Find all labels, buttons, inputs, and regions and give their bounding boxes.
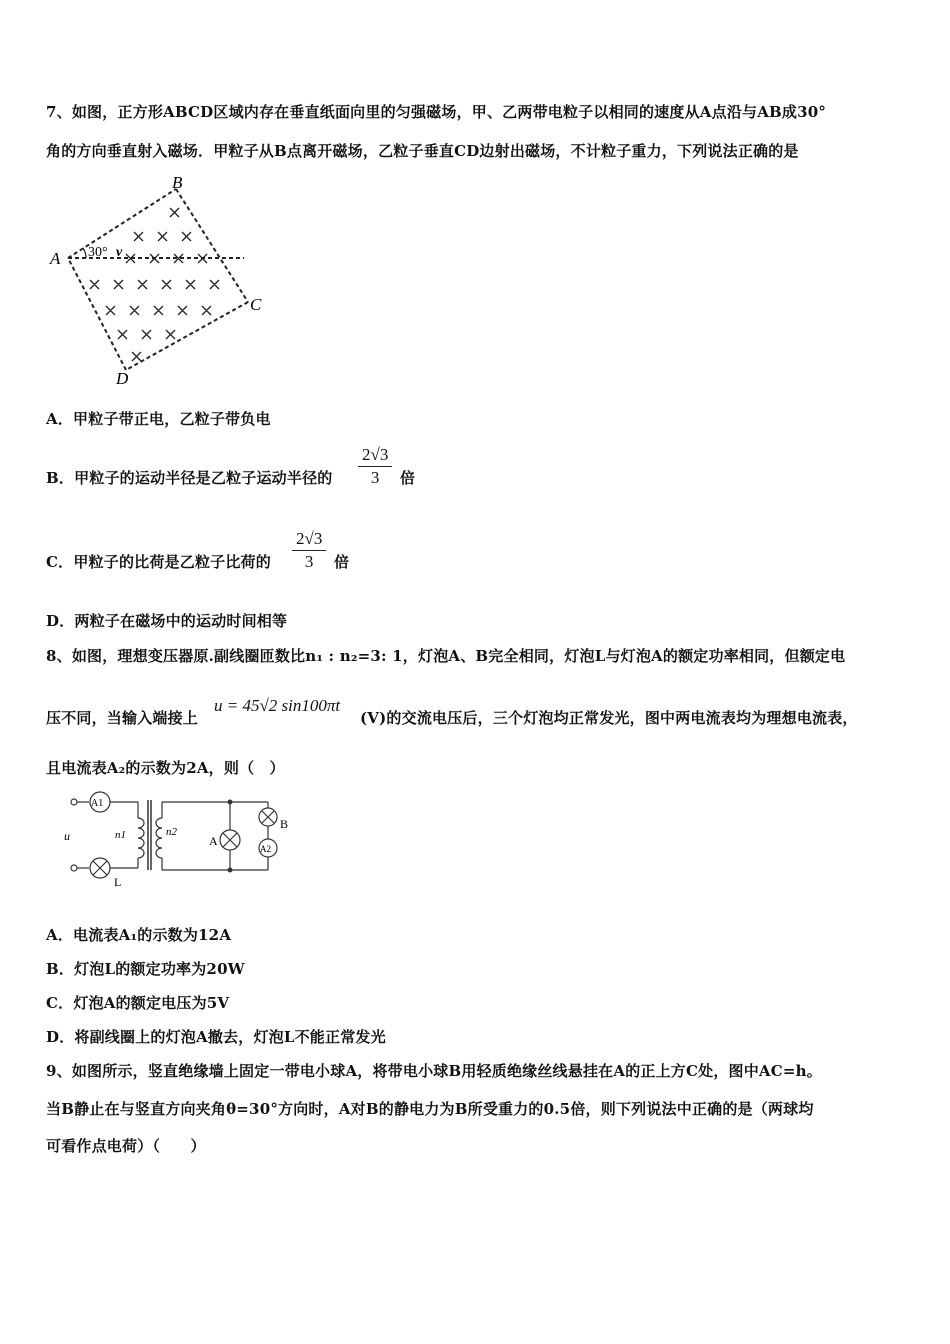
q7-option-b-suffix: 倍: [400, 469, 416, 487]
q7-option-c-text: C．甲粒子的比荷是乙粒子比荷的: [46, 553, 271, 571]
q7-option-a: A．甲粒子带正电，乙粒子带负电: [46, 410, 271, 428]
angle-label: 30°: [88, 245, 108, 260]
q7-option-b-fraction: [358, 444, 392, 489]
angle-arc: [83, 248, 86, 258]
junction-top: [228, 800, 233, 805]
q8-option-a: A．电流表A₁的示数为12A: [46, 926, 232, 944]
input-voltage-label: u: [64, 829, 70, 843]
q7-option-d: D．两粒子在磁场中的运动时间相等: [46, 612, 288, 630]
secondary-coil: [156, 818, 162, 858]
q7-option-c-fraction: [292, 528, 326, 573]
vertex-c-label: C: [250, 295, 262, 314]
q8-transformer-circuit: [60, 790, 310, 890]
q8-voltage-formula: u = 45√2 sin100πt: [214, 696, 341, 715]
primary-coil: [138, 818, 144, 858]
input-terminal-bottom: [71, 865, 77, 871]
q8-stem-line2-prefix: 压不同，当输入端接上: [46, 709, 199, 727]
fraction-numerator: 2√3: [358, 444, 392, 467]
q7-stem-line2: 角的方向垂直射入磁场．甲粒子从B点离开磁场，乙粒子垂直CD边射出磁场，不计粒子重力，下列说法正确的是: [46, 142, 799, 160]
lamp-a-label: A: [209, 834, 218, 848]
q7-option-b-text: B．甲粒子的运动半径是乙粒子运动半径的: [46, 469, 333, 487]
q9-stem-line1: 9、如图所示，竖直绝缘墙上固定一带电小球A，将带电小球B用轻质绝缘丝线悬挂在A的正上方C处，图中AC=h。: [46, 1062, 822, 1080]
fraction-numerator: 2√3: [292, 528, 326, 551]
q7-stem-line1: 7、如图，正方形ABCD区域内存在垂直纸面向里的匀强磁场，甲、乙两带电粒子以相同的速度从A点沿与AB成30°: [46, 103, 827, 121]
secondary-turns-label: n2: [166, 826, 177, 838]
q8-option-d: D．将副线圈上的灯泡A撤去，灯泡L不能正常发光: [46, 1028, 386, 1046]
q9-stem-line3: 可看作点电荷）（ ）: [46, 1137, 206, 1155]
q8-option-b: B．灯泡L的额定功率为20W: [46, 960, 245, 978]
fraction-denominator: 3: [304, 552, 314, 571]
lamp-l-label: L: [114, 875, 122, 889]
q8-stem-line2-suffix: (V)的交流电压后，三个灯泡均正常发光，图中两电流表均为理想电流表，: [360, 709, 858, 727]
ammeter-a2-label: A2: [260, 844, 271, 854]
primary-turns-label: n1: [115, 829, 126, 841]
vertex-d-label: D: [116, 369, 129, 388]
q7-magnetic-field-diagram: [46, 172, 276, 388]
input-terminal-top: [71, 799, 77, 805]
edge-da: [68, 258, 126, 370]
q9-stem-line2: 当B静止在与竖直方向夹角θ=30°方向时，A对B的静电力为B所受重力的0.5倍，则下列说法中正确的是（两球均: [46, 1100, 814, 1118]
q7-option-c-suffix: 倍: [334, 553, 350, 571]
junction-bottom: [228, 868, 233, 873]
q8-stem-line3: 且电流表A₂的示数为2A，则（ ）: [46, 759, 285, 777]
fraction-denominator: 3: [370, 468, 380, 487]
q8-option-c: C．灯泡A的额定电压为5V: [46, 994, 230, 1012]
edge-bc: [176, 189, 248, 302]
ammeter-a1-label: A1: [91, 798, 104, 809]
velocity-label: v: [116, 245, 123, 260]
lamp-b-label: B: [280, 817, 289, 831]
vertex-b-label: B: [172, 173, 183, 192]
q8-stem-line1: 8、如图，理想变压器原.副线圈匝数比n₁ : n₂=3: 1，灯泡A、B完全相同，灯泡L与灯泡A的额定功率相同，但额定电: [46, 647, 846, 665]
vertex-a-label: A: [50, 249, 61, 268]
